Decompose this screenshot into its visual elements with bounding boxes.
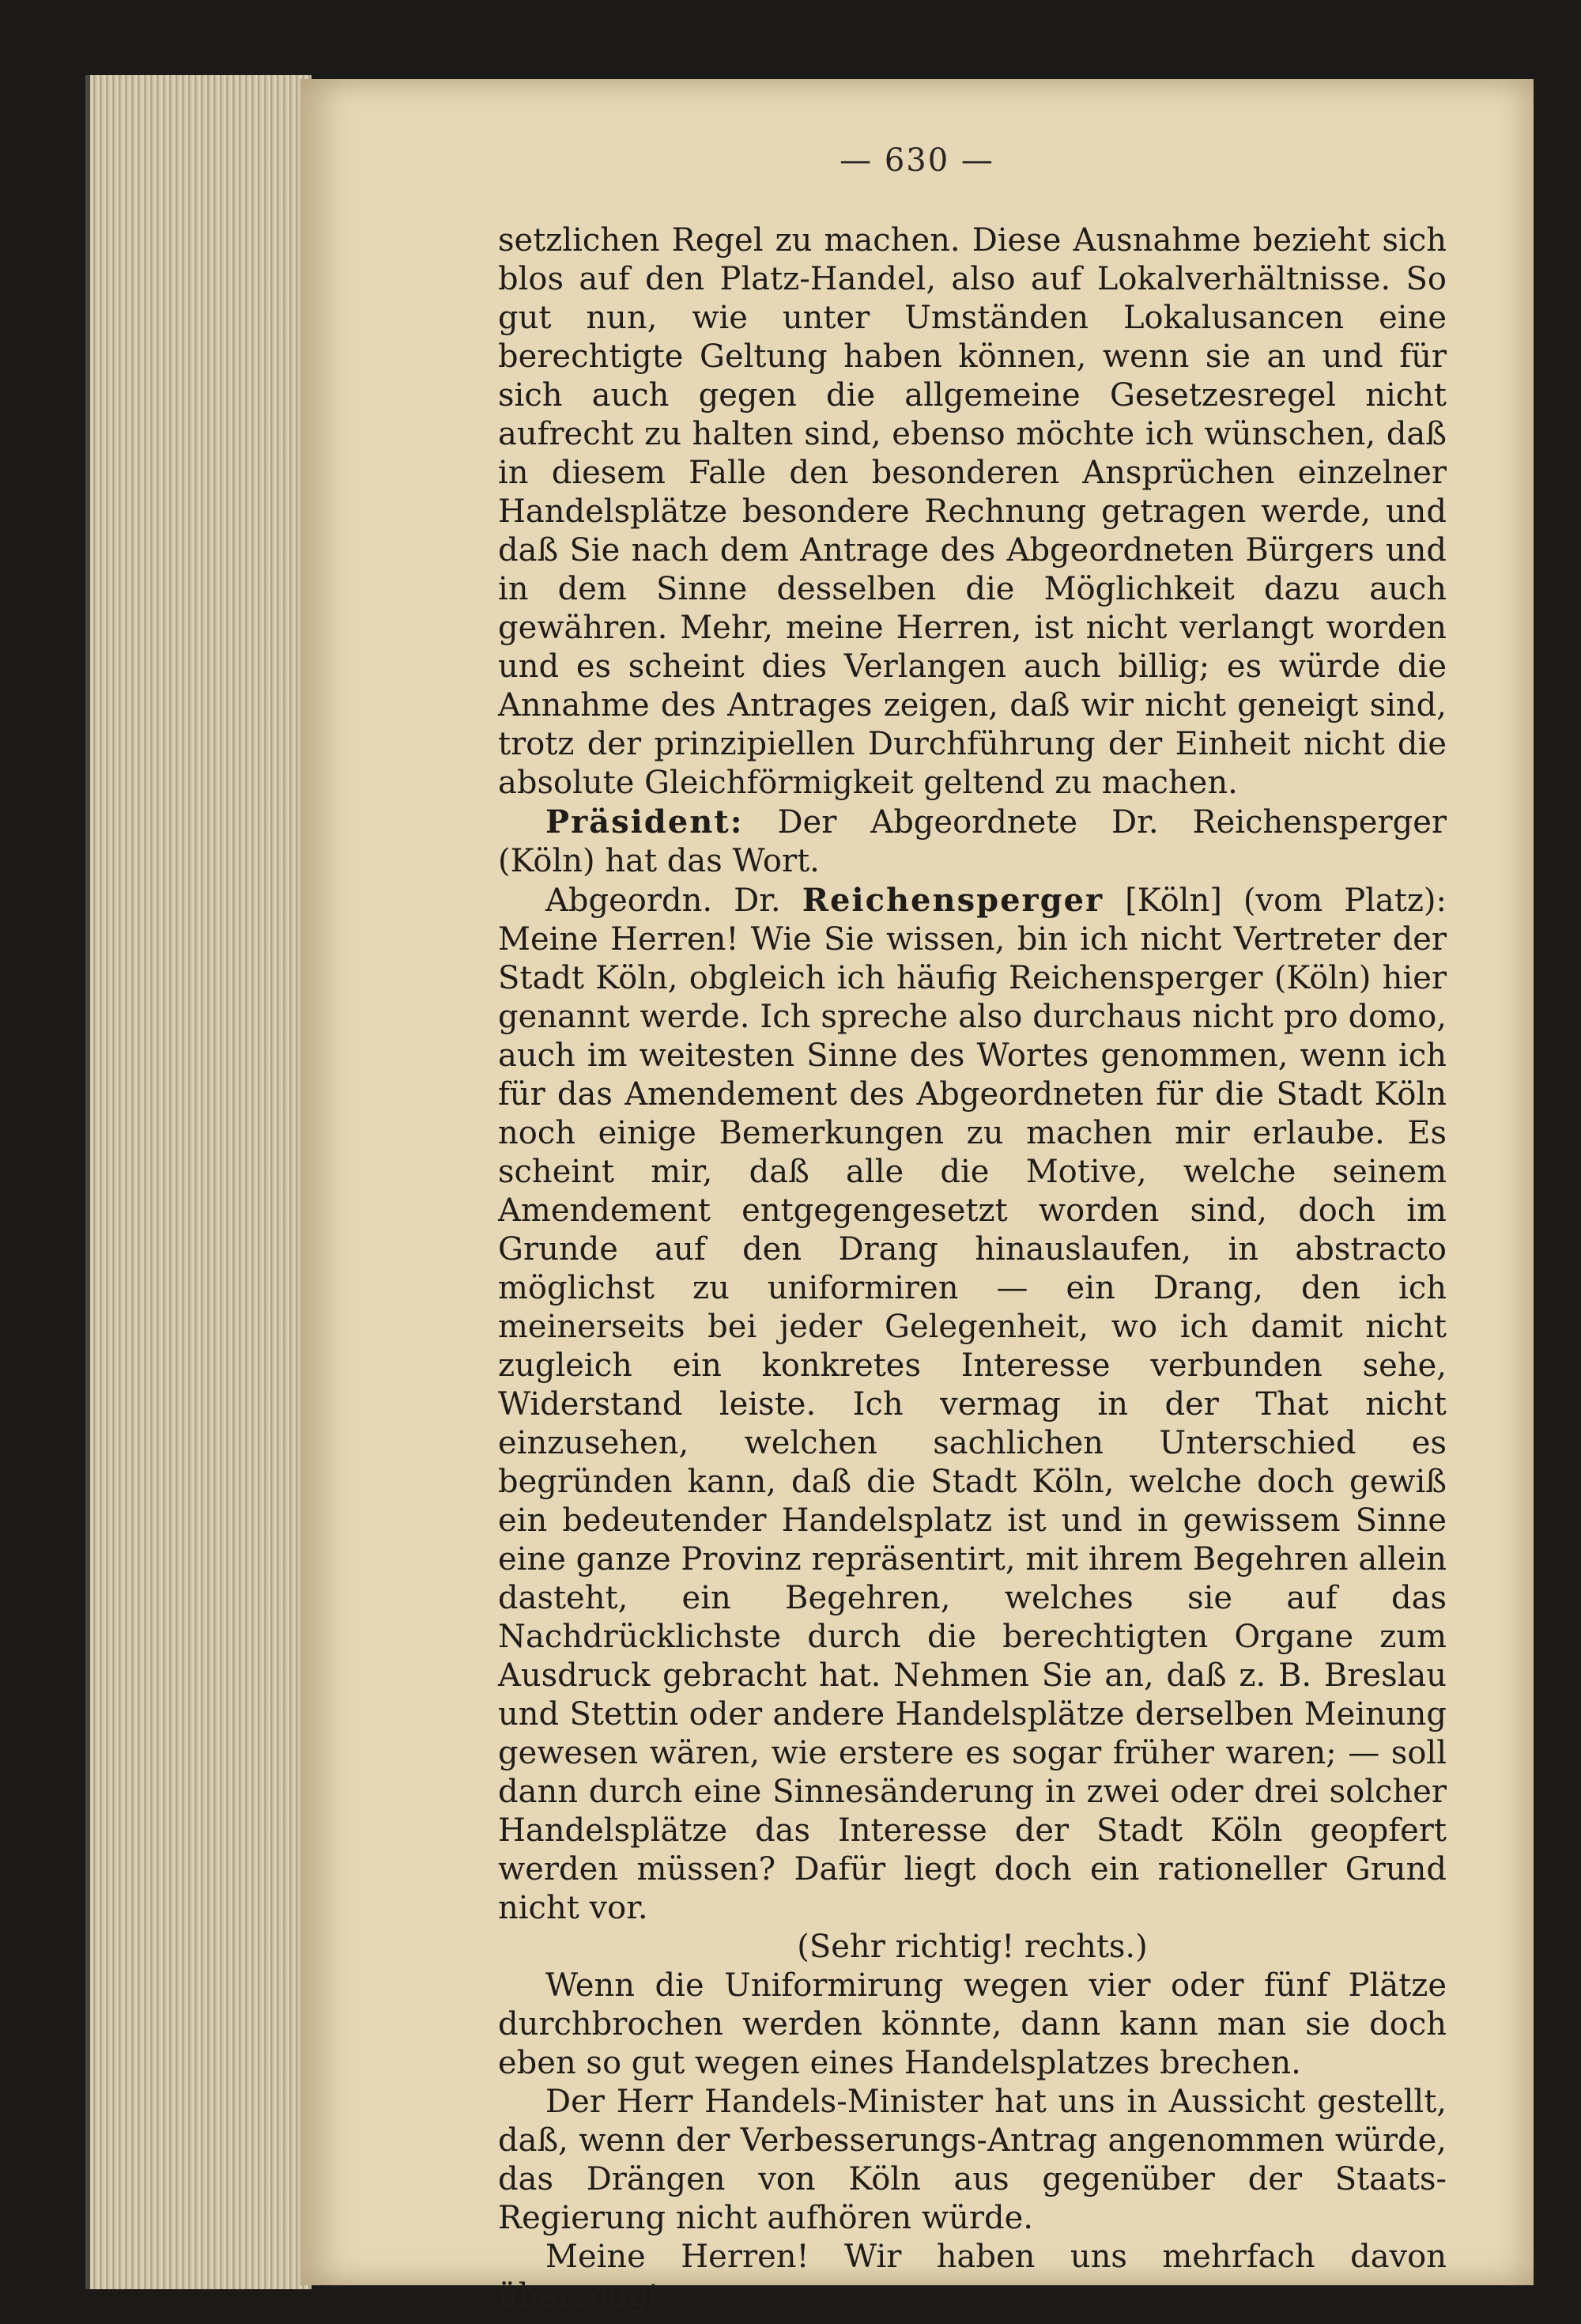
interjection: (Sehr richtig! rechts.) bbox=[797, 1929, 1148, 1965]
page-number: — 630 — bbox=[840, 142, 994, 179]
paragraph: Präsident: Der Abgeordnete Dr. Reichensperger (Köln) hat das Wort. bbox=[498, 803, 1447, 879]
paragraph: Wenn die Uniformirung wegen vier oder fünf Plätze durchbrochen werden könnte, dann kann man sie doch eben so gut wegen eines Handelsplatzes brechen. bbox=[498, 1967, 1447, 2081]
paragraph: Abgeordn. Dr. Reichensperger [Köln] (vom Platz): Meine Herren! Wie Sie wissen, bin ich nicht Vertreter der Stadt Köln, obgleich ich häufig Reichensperger (Köln) hier genannt werde. Ich spreche also durchaus nicht pro domo, auch im weitesten Sinne des Wortes genommen, wenn ich für das Amendement des Abgeordneten für die Stadt Köln noch einige Bemerkungen zu machen mir erlaube. Es scheint mir, daß alle die Motive, welche seinem Amendement entgegengesetzt worden sind, doch im Grunde auf den Drang hinauslaufen, in abstracto möglichst zu uniformiren — ein Drang, den ich meinerseits bei jeder Gelegenheit, wo ich damit nicht zugleich ein konkretes Interesse verbunden sehe, Widerstand leiste. Ich vermag in der That nicht einzusehen, welchen sachlichen Unterschied es begründen kann, daß die Stadt Köln, welche doch gewiß ein bedeutender Handelsplatz ist und in gewissem Sinne eine ganze Provinz repräsentirt, mit ihrem Begehren allein dasteht, ein Begehren, welches sie auf das Nachdrücklichste durch die berechtigten Organe zum Ausdruck gebracht hat. Nehmen Sie an, daß z. B. Breslau und Stettin oder andere Handelsplätze derselben Meinung gewesen wären, wie erstere es sogar früher waren; — soll dann durch eine Sinnesänderung in zwei oder drei solcher Handelsplätze das Interesse der Stadt Köln geopfert werden müssen? Dafür liegt doch ein rationeller Grund nicht vor. bbox=[498, 882, 1447, 1926]
paragraph: Der Herr Handels-Minister hat uns in Aussicht gestellt, daß, wenn der Verbesserungs-Antrag angenommen würde, das Drängen von Köln aus gegenüber der Staats-Regierung nicht aufhören würde. bbox=[498, 2084, 1447, 2236]
paragraph: setzlichen Regel zu machen. Diese Ausnahme bezieht sich blos auf den Platz-Handel, also auf Lokalverhältnisse. So gut nun, wie unter Umständen Lokalusancen eine berechtigte Geltung haben können, wenn sie an und für sich auch gegen die allgemeine Gesetzesregel nicht aufrecht zu halten sind, ebenso möchte ich wünschen, daß in diesem Falle den besonderen Ansprüchen einzelner Handelsplätze besondere Rechnung getragen werde, und daß Sie nach dem Antrage des Abgeordneten Bürgers und in dem Sinne desselben die Möglichkeit dazu auch gewähren. Mehr, meine Herren, ist nicht verlangt worden und es scheint dies Verlangen auch billig; es würde die Annahme des Antrages zeigen, daß wir nicht geneigt sind, trotz der prinzipiellen Durchführung der Einheit nicht die absolute Gleichförmigkeit geltend zu machen. bbox=[498, 222, 1447, 801]
body-text bbox=[498, 221, 1447, 2315]
book-page bbox=[300, 79, 1534, 2314]
page-edges bbox=[85, 75, 311, 2289]
speaker-name: Reichensperger bbox=[802, 882, 1104, 919]
speaker-label: Präsident: bbox=[545, 803, 744, 841]
paragraph: Meine Herren! Wir haben uns mehrfach davon überzeugt, bbox=[498, 2239, 1447, 2314]
